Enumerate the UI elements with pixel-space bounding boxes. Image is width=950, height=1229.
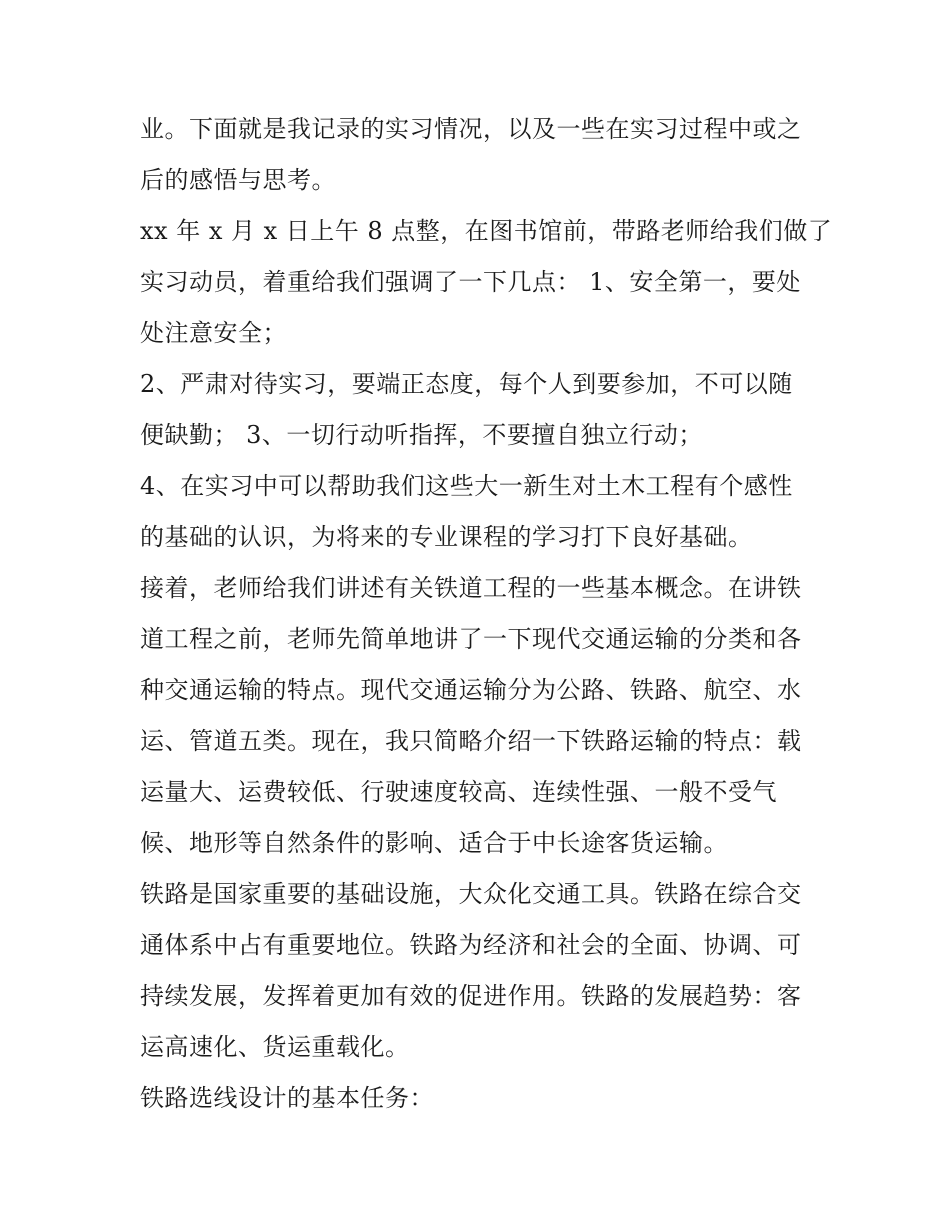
- text-line: 候、地形等自然条件的影响、适合于中长途客货运输。: [140, 829, 728, 857]
- paragraph-6: [140, 869, 816, 1073]
- text-line: 通体系中占有重要地位。铁路为经济和社会的全面、协调、可: [140, 931, 802, 959]
- paragraph-3: [140, 359, 816, 461]
- text-line: xx 年 x 月 x 日上午 8 点整，在图书馆前，带路老师给我们做了: [140, 217, 833, 245]
- text-line: 运量大、运费较低、行驶速度较高、连续性强、一般不受气: [140, 778, 777, 806]
- text-line: 持续发展，发挥着更加有效的促进作用。铁路的发展趋势：客: [140, 982, 802, 1010]
- text-line: 业。下面就是我记录的实习情况，以及一些在实习过程中或之: [140, 115, 802, 143]
- paragraph-1: [140, 104, 816, 206]
- text-line: 种交通运输的特点。现代交通运输分为公路、铁路、航空、水: [140, 676, 802, 704]
- text-line: 2、严肃对待实习，要端正态度，每个人到要参加，不可以随: [140, 370, 793, 398]
- text-line: 运、管道五类。现在，我只简略介绍一下铁路运输的特点：载: [140, 727, 802, 755]
- text-line: 运高速化、货运重载化。: [140, 1033, 410, 1061]
- text-line: 4、在实习中可以帮助我们这些大一新生对土木工程有个感性: [140, 472, 793, 500]
- text-line: 实习动员，着重给我们强调了一下几点： 1、安全第一，要处: [140, 268, 801, 296]
- paragraph-2: [140, 206, 833, 359]
- text-line: 处注意安全；: [140, 319, 287, 347]
- paragraph-5: [140, 563, 816, 869]
- text-line: 便缺勤； 3、一切行动听指挥，不要擅自独立行动；: [140, 421, 703, 449]
- text-line: 接着，老师给我们讲述有关铁道工程的一些基本概念。在讲铁: [140, 574, 802, 602]
- text-line: 铁路是国家重要的基础设施，大众化交通工具。铁路在综合交: [140, 880, 802, 908]
- paragraph-7: [140, 1073, 816, 1124]
- text-line: 后的感悟与思考。: [140, 166, 336, 194]
- text-line: 的基础的认识，为将来的专业课程的学习打下良好基础。: [140, 523, 753, 551]
- text-line: 道工程之前，老师先简单地讲了一下现代交通运输的分类和各: [140, 625, 802, 653]
- text-line: 铁路选线设计的基本任务：: [140, 1084, 434, 1112]
- paragraph-4: [140, 461, 816, 563]
- document-body: [140, 104, 833, 1124]
